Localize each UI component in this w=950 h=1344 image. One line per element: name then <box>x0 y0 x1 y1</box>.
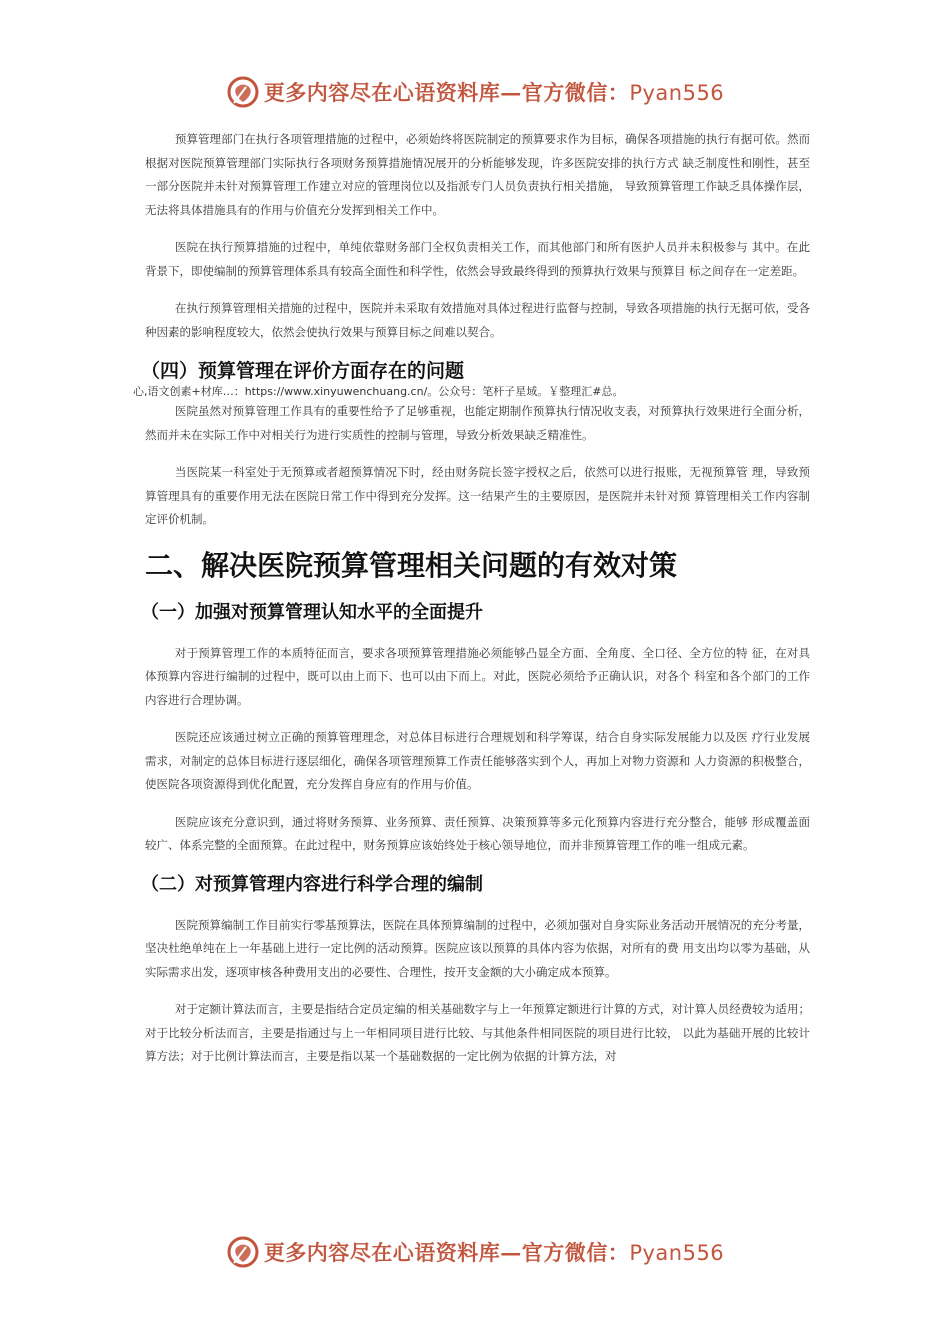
source-line: 心,语文创素+材库…：https://www.xinyuwenchuang.cn/。公众号：笔杆子星域。￥整理汇#总。 <box>133 385 624 398</box>
heart-pen-logo-icon <box>226 75 260 109</box>
wechat-id: Pyan556 <box>629 81 725 105</box>
heading-subsection-1: （一）加强对预算管理认知水平的全面提升 <box>141 601 483 623</box>
paragraph: 对于预算管理工作的本质特征而言，要求各项预算管理措施必须能够凸显全方面、全角度、全口径、全方位的特 征，在对具体预算内容进行编制的过程中，既可以由上而下、也可以由下而上。对此，医院必须给予正确认识，对各个 科室和各个部门的工作内容进行合理协调。 <box>145 645 810 707</box>
paragraph: 对于定额计算法而言，主要是指结合定员定编的相关基础数字与上一年预算定额进行计算的方式，对计算人员经费较为适用；对于比较分析法而言，主要是指通过与上一年相同项目进行比较、与其他条件相同医院的项目进行比较， 以此为基础开展的比较计算方法；对于比例计算法而言，主要是指以某一个基础数据的一定比例为依据的计算方法，对 <box>145 1002 810 1063</box>
paragraph: 医院在执行预算措施的过程中，单纯依靠财务部门全权负责相关工作，而其他部门和所有医护人员并未积极参与 其中。在此背景下，即使编制的预算管理体系具有较高全面性和科学性，依然会导致最终得到的预算执行效果与预算目 标之间存在一定差距。 <box>145 240 810 278</box>
paragraph: 医院还应该通过树立正确的预算管理理念，对总体目标进行合理规划和科学筹谋，结合自身实际发展能力以及医 疗行业发展需求，对制定的总体目标进行逐层细化，确保各项管理预算工作责任能够落实到个人，再加上对物力资源和 人力资源的积极整合，使医院各项资源得到优化配置，充分发挥自身应有的作用与价值。 <box>145 730 810 791</box>
paragraph: 预算管理部门在执行各项管理措施的过程中，必须始终将医院制定的预算要求作为目标，确保各项措施的执行有据可依。然而根据对医院预算管理部门实际执行各项财务预算措施情况展开的分析能够发现，许多医院安排的执行方式 缺乏制度性和刚性，甚至一部分医院并未针对预算管理工作建立对应的管理岗位以及指派专门人员负责执行相关措施， 导致预算管理工作缺乏具体操作层，无法将具体措施具有的作用与价值充分发挥到相关工作中。 <box>145 132 810 217</box>
heading-section-4: （四）预算管理在评价方面存在的问题 <box>141 360 465 382</box>
paragraph: 医院虽然对预算管理工作具有的重要性给予了足够重视，也能定期制作预算执行情况收支表，对预算执行效果进行全面分析，然而并未在实际工作中对相关行为进行实质性的控制与管理，导致分析效果缺乏精准性。 <box>145 404 810 442</box>
heading-subsection-2: （二）对预算管理内容进行科学合理的编制 <box>141 873 483 895</box>
heading-main: 二、解决医院预算管理相关问题的有效对策 <box>145 548 678 582</box>
wechat-id: Pyan556 <box>629 1241 725 1265</box>
banner-text: 更多内容尽在心语资料库—官方微信：Pyan556 <box>263 80 725 105</box>
banner-text: 更多内容尽在心语资料库—官方微信：Pyan556 <box>263 1240 725 1265</box>
footer-banner <box>0 1232 950 1272</box>
header-banner <box>0 72 950 112</box>
paragraph: 在执行预算管理相关措施的过程中，医院并未采取有效措施对具体过程进行监督与控制，导致各项措施的执行无据可依，受各种因素的影响程度较大，依然会使执行效果与预算目标之间难以契合。 <box>145 301 810 339</box>
document-body <box>133 128 810 1083</box>
paragraph: 医院应该充分意识到，通过将财务预算、业务预算、责任预算、决策预算等多元化预算内容进行充分整合，能够 形成覆盖面较广、体系完整的全面预算。在此过程中，财务预算应该始终处于核心领导地位，而并非预算管理工作的唯一组成元素。 <box>145 814 810 852</box>
heart-pen-logo-icon <box>226 1235 260 1269</box>
paragraph: 当医院某一科室处于无预算或者超预算情况下时，经由财务院长签字授权之后，依然可以进行报账，无视预算管 理，导致预算管理具有的重要作用无法在医院日常工作中得到充分发挥。这一结果产生的主要原因，是医院并未针对预 算管理相关工作内容制定评价机制。 <box>145 465 810 526</box>
paragraph: 医院预算编制工作目前实行零基预算法，医院在具体预算编制的过程中，必须加强对自身实际业务活动开展情况的充分考量，坚决杜绝单纯在上一年基础上进行一定比例的活动预算。医院应该以预算的具体内容为依据，对所有的费 用支出均以零为基础，从实际需求出发，逐项审核各种费用支出的必要性、合理性，按开支金额的大小确定成本预算。 <box>145 917 810 979</box>
